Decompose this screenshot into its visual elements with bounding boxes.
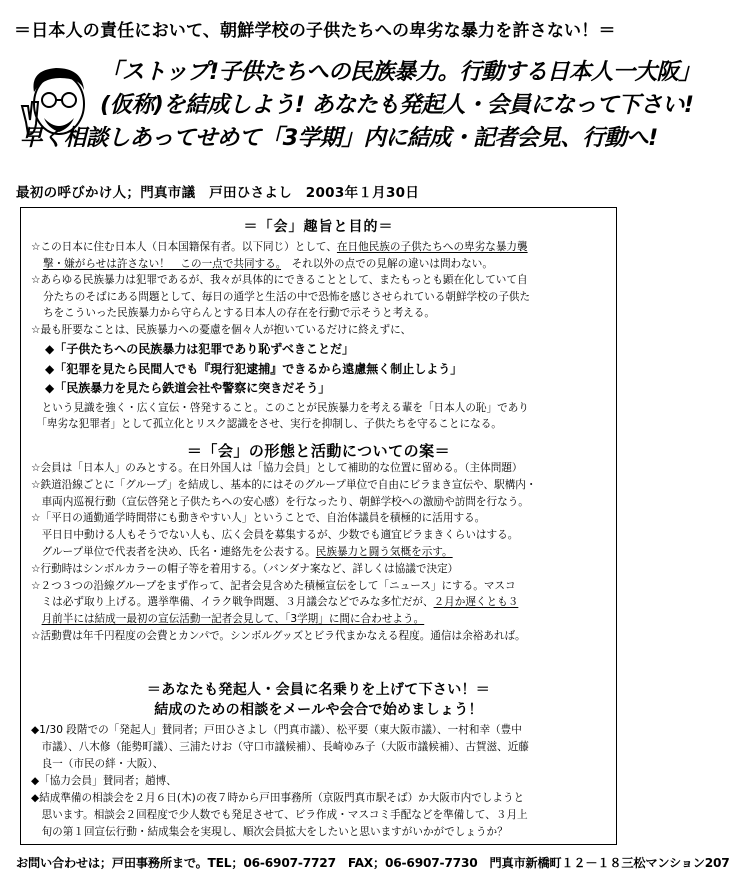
section-subheading-join: 結成のための相談をメールや会合で始めましょう！ — [154, 702, 483, 718]
join-line: ◆「協力会員」賛同者；趙博、 — [31, 775, 177, 787]
purpose-paragraph-2-cont: 分たちのそばにある問題として、毎日の通学と生活の中で恐怖を感じさせられている朝鮮学校の子供た — [43, 290, 531, 303]
section-join-body — [31, 722, 611, 841]
activity-symbol-line: ☆行動時はシンボルカラーの帽子等を着用する。（バンダナ案など、詳しくは協議で決定） — [31, 562, 459, 575]
activity-line: 車両内巡視行動（宣伝啓発と子供たちへの安心感）を行なったり、朝鮮学校への激励や訪問を行なう。 — [31, 495, 529, 508]
join-line: ◆結成準備の相談会を２月６日(木)の夜７時から戸田事務所（京阪門真市駅そば）か大阪市内でしようと — [31, 792, 525, 804]
activity-press-line-2: ミは必ず取り上げる。選挙準備、イラク戦争問題、３月議会などでみな多忙だが、２月か遅くとも３ — [31, 596, 519, 609]
headline-line-2: (仮称)を結成しよう! あなたも発起人・会員になって下さい! — [100, 92, 694, 118]
activity-funds-line: ☆活動費は年千円程度の会費とカンパで。シンボルグッズとビラ代まかなえる程度。通信は余裕あれば。 — [31, 629, 526, 642]
purpose-paragraph-1: ☆この日本に住む日本人（日本国籍保有者。以下同じ）として、在日他民族の子供たちへの卑劣な暴力襲 — [31, 241, 528, 253]
purpose-paragraph-2: ☆あらゆる民族暴力は犯罪であるが、我々が具体的にできることとして、またもっとも顕在化していて自 — [31, 274, 528, 286]
activity-line: ☆鉄道沿線ごとに「グループ」を結成し、基本的にはそのグループ単位で自由にビラまき宣伝や、駅構内・ — [31, 478, 537, 491]
headline-line-3: 早く相談しあってせめて「3学期」内に結成・記者会見、行動へ! — [20, 125, 658, 151]
join-line: 思います。相談会２回程度で少人数でも発足させて、ビラ作成・マスコミ手配などを準備して、３月上 — [31, 809, 528, 821]
headline-line-1: 「ストップ!子供たちへの民族暴力。行動する日本人一大阪」 — [100, 59, 701, 85]
initial-callers-line: 最初の呼びかけ人；門真市議 戸田ひさよし 2003年１月30日 — [16, 185, 420, 201]
join-line: 市議）、八木修（能勢町議）、三浦たけお（守口市議候補）、長崎ゆみ子（大阪市議候補）、古賀滋、近藤 — [31, 741, 529, 753]
section-heading-purpose: ＝「会」趣旨と目的＝ — [243, 219, 394, 235]
purpose-paragraph-4-cont: 「卑劣な犯罪者」として孤立化とリスク認識をさせ、実行を抑制し、子供たちを守ることになる。 — [31, 418, 502, 430]
content-box — [20, 207, 617, 845]
activity-press-line: ☆２つ３つの沿線グループをまず作って、記者会見含めた積極宣伝をして「ニュース」にする。マスコ — [31, 579, 516, 592]
activity-line: ☆会員は「日本人」のみとする。在日外国人は「協力会員」として補助的な位置に留める。（主体問題） — [31, 462, 523, 474]
page-title: ＝日本人の責任において、朝鮮学校の子供たちへの卑劣な暴力を許さない！＝ — [14, 21, 616, 41]
purpose-paragraph-4: という見識を強く・広く宣伝・啓発すること。このことが民族暴力を考える輩を「日本人の恥」であり — [31, 401, 529, 414]
main-headline — [20, 56, 701, 155]
join-line: ◆1/30 段階での「発起人」賛同者；戸田ひさよし（門真市議）、松平要（東大阪市議）、一村和幸（豊中 — [31, 724, 522, 736]
activity-group-line: グループ単位で代表者を決め、氏名・連絡先を公表する。民族暴力と闘う気概を示す。 — [31, 545, 453, 558]
purpose-paragraph-1-cont: 撃・嫌がらせは許さない！ この一点で共同する。 それ以外の点での見解の違いは問わない。 — [43, 257, 493, 270]
join-line: 旬の第１回宣伝行動・結成集会を実現し、順次会員拡大をしたいと思いますがいかがでしょうか？ — [31, 826, 508, 838]
purpose-paragraph-2-cont: ちをこういった民族暴力から守らんとする日本人の存在を行動で示そうと考える。 — [43, 307, 435, 319]
section-activities-body — [31, 460, 611, 645]
section-heading-activities: ＝「会」の形態と活動についての案＝ — [186, 442, 451, 460]
activity-line: ☆「平日の通勤通学時間帯にも動きやすい人」ということで、自治体議員を積極的に活用する。 — [31, 512, 486, 525]
purpose-paragraph-3: ☆最も肝要なことは、民族暴力への憂慮を個々人が抱いているだけに終えずに、 — [31, 323, 412, 336]
section-purpose-body — [31, 239, 611, 433]
slogan-bullet: ◆「子供たちへの民族暴力は犯罪であり恥ずべきことだ」 — [45, 342, 354, 356]
slogan-bullet: ◆「民族暴力を見たら鉄道会社や警察に突きだそう」 — [45, 381, 331, 395]
section-heading-join: ＝あなたも発起人・会員に名乗りを上げて下さい！＝ — [146, 682, 491, 698]
activity-press-line-3: 月前半には結成一最初の宣伝活動一記者会見して、「3学期」に間に合わせよう。 — [41, 613, 425, 626]
slogan-bullet: ◆「犯罪を見たら民間人でも『現行犯逮捕』できるから遠慮無く制止しよう」 — [45, 361, 463, 376]
contact-footer: お問い合わせは；戸田事務所まで。TEL；06-6907-7727 FAX；06-6907-7730 門真市新橋町１２－１８三松マンション207 — [16, 856, 730, 870]
join-line: 良一（市民の絆・大阪）、 — [31, 758, 164, 770]
activity-line: 平日日中動ける人もそうでない人も、広く会員を募集するが、少数でも適宜ビラまきくらいはする。 — [31, 529, 519, 542]
